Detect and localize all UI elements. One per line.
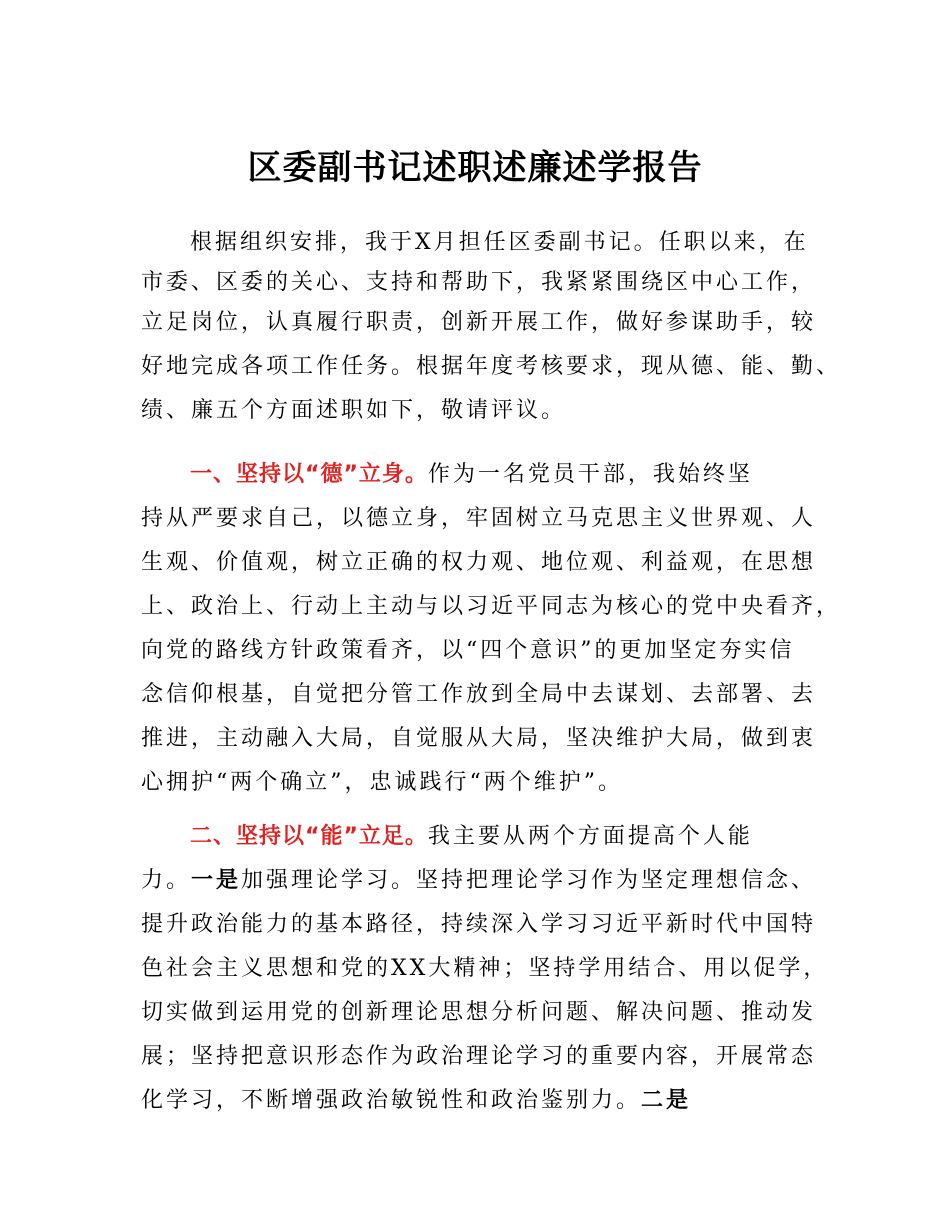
- paragraph-1-line-4: 好地完成各项工作任务。根据年度考核要求，现从德、能、勤、: [141, 354, 842, 379]
- paragraph-2-line-6: 念信仰根基，自觉把分管工作放到全局中去谋划、去部署、去: [141, 682, 817, 707]
- paragraph-3-line-6: 展；坚持把意识形态作为政治理论学习的重要内容，开展常态: [141, 1044, 817, 1069]
- paragraph-3-line-1-text: 我主要从两个方面提高个人能: [427, 824, 753, 849]
- document-title: 区委副书记述职述廉述学报告: [247, 148, 703, 188]
- point-two-label: 二是: [641, 1088, 692, 1113]
- paragraph-2-line-5: 向党的路线方针政策看齐，以“四个意识”的更加坚定夯实信: [141, 638, 795, 663]
- paragraph-1-line-2: 市委、区委的关心、支持和帮助下，我紧紧围绕区中心工作，: [141, 270, 817, 295]
- paragraph-2-line-3: 生观、价值观，树立正确的权力观、地位观、利益观，在思想: [141, 550, 817, 575]
- paragraph-3-line-1: [190, 822, 870, 852]
- paragraph-2-line-7: 推进，主动融入大局，自觉服从大局，坚决维护大局，做到衷: [141, 726, 817, 751]
- paragraph-2-line-2: 持从严要求自己，以德立身，牢固树立马克思主义世界观、人: [141, 506, 817, 531]
- paragraph-1-line-3: 立足岗位，认真履行职责，创新开展工作，做好参谋助手，较: [141, 310, 817, 335]
- paragraph-1-line-5: 绩、廉五个方面述职如下，敬请评议。: [141, 398, 567, 423]
- paragraph-2-line-8: 心拥护“两个确立”，忠诚践行“两个维护”。: [141, 770, 623, 795]
- paragraph-3-line-2-text: 加强理论学习。坚持把理论学习作为坚定理想信念、: [241, 868, 817, 893]
- paragraph-1-line-1: 根据组织安排，我于X月担任区委副书记。任职以来，在: [190, 230, 809, 255]
- section-heading-de: 一、坚持以“德”立身。: [190, 462, 428, 487]
- point-one-label: 一是: [191, 868, 242, 893]
- section-heading-neng: 二、坚持以“能”立足。: [190, 824, 428, 849]
- paragraph-3-line-7: [141, 1086, 821, 1116]
- paragraph-3-line-7-text: 化学习，不断增强政治敏锐性和政治鉴别力。: [141, 1088, 642, 1113]
- paragraph-2-line-4: 上、政治上、行动上主动与以习近平同志为核心的党中央看齐，: [141, 594, 842, 619]
- paragraph-2-line-1-text: 作为一名党员干部，我始终坚: [427, 462, 753, 487]
- paragraph-3-line-5: 切实做到运用党的创新理论思想分析问题、解决问题、推动发: [141, 1000, 817, 1025]
- paragraph-3-line-2: [141, 866, 821, 896]
- paragraph-3-line-2-prefix: 力。: [141, 868, 192, 893]
- paragraph-3-line-4: 色社会主义思想和党的XX大精神；坚持学用结合、用以促学，: [141, 956, 829, 981]
- paragraph-2-line-1: [190, 460, 870, 490]
- paragraph-3-line-3: 提升政治能力的基本路径，持续深入学习习近平新时代中国特: [141, 912, 817, 937]
